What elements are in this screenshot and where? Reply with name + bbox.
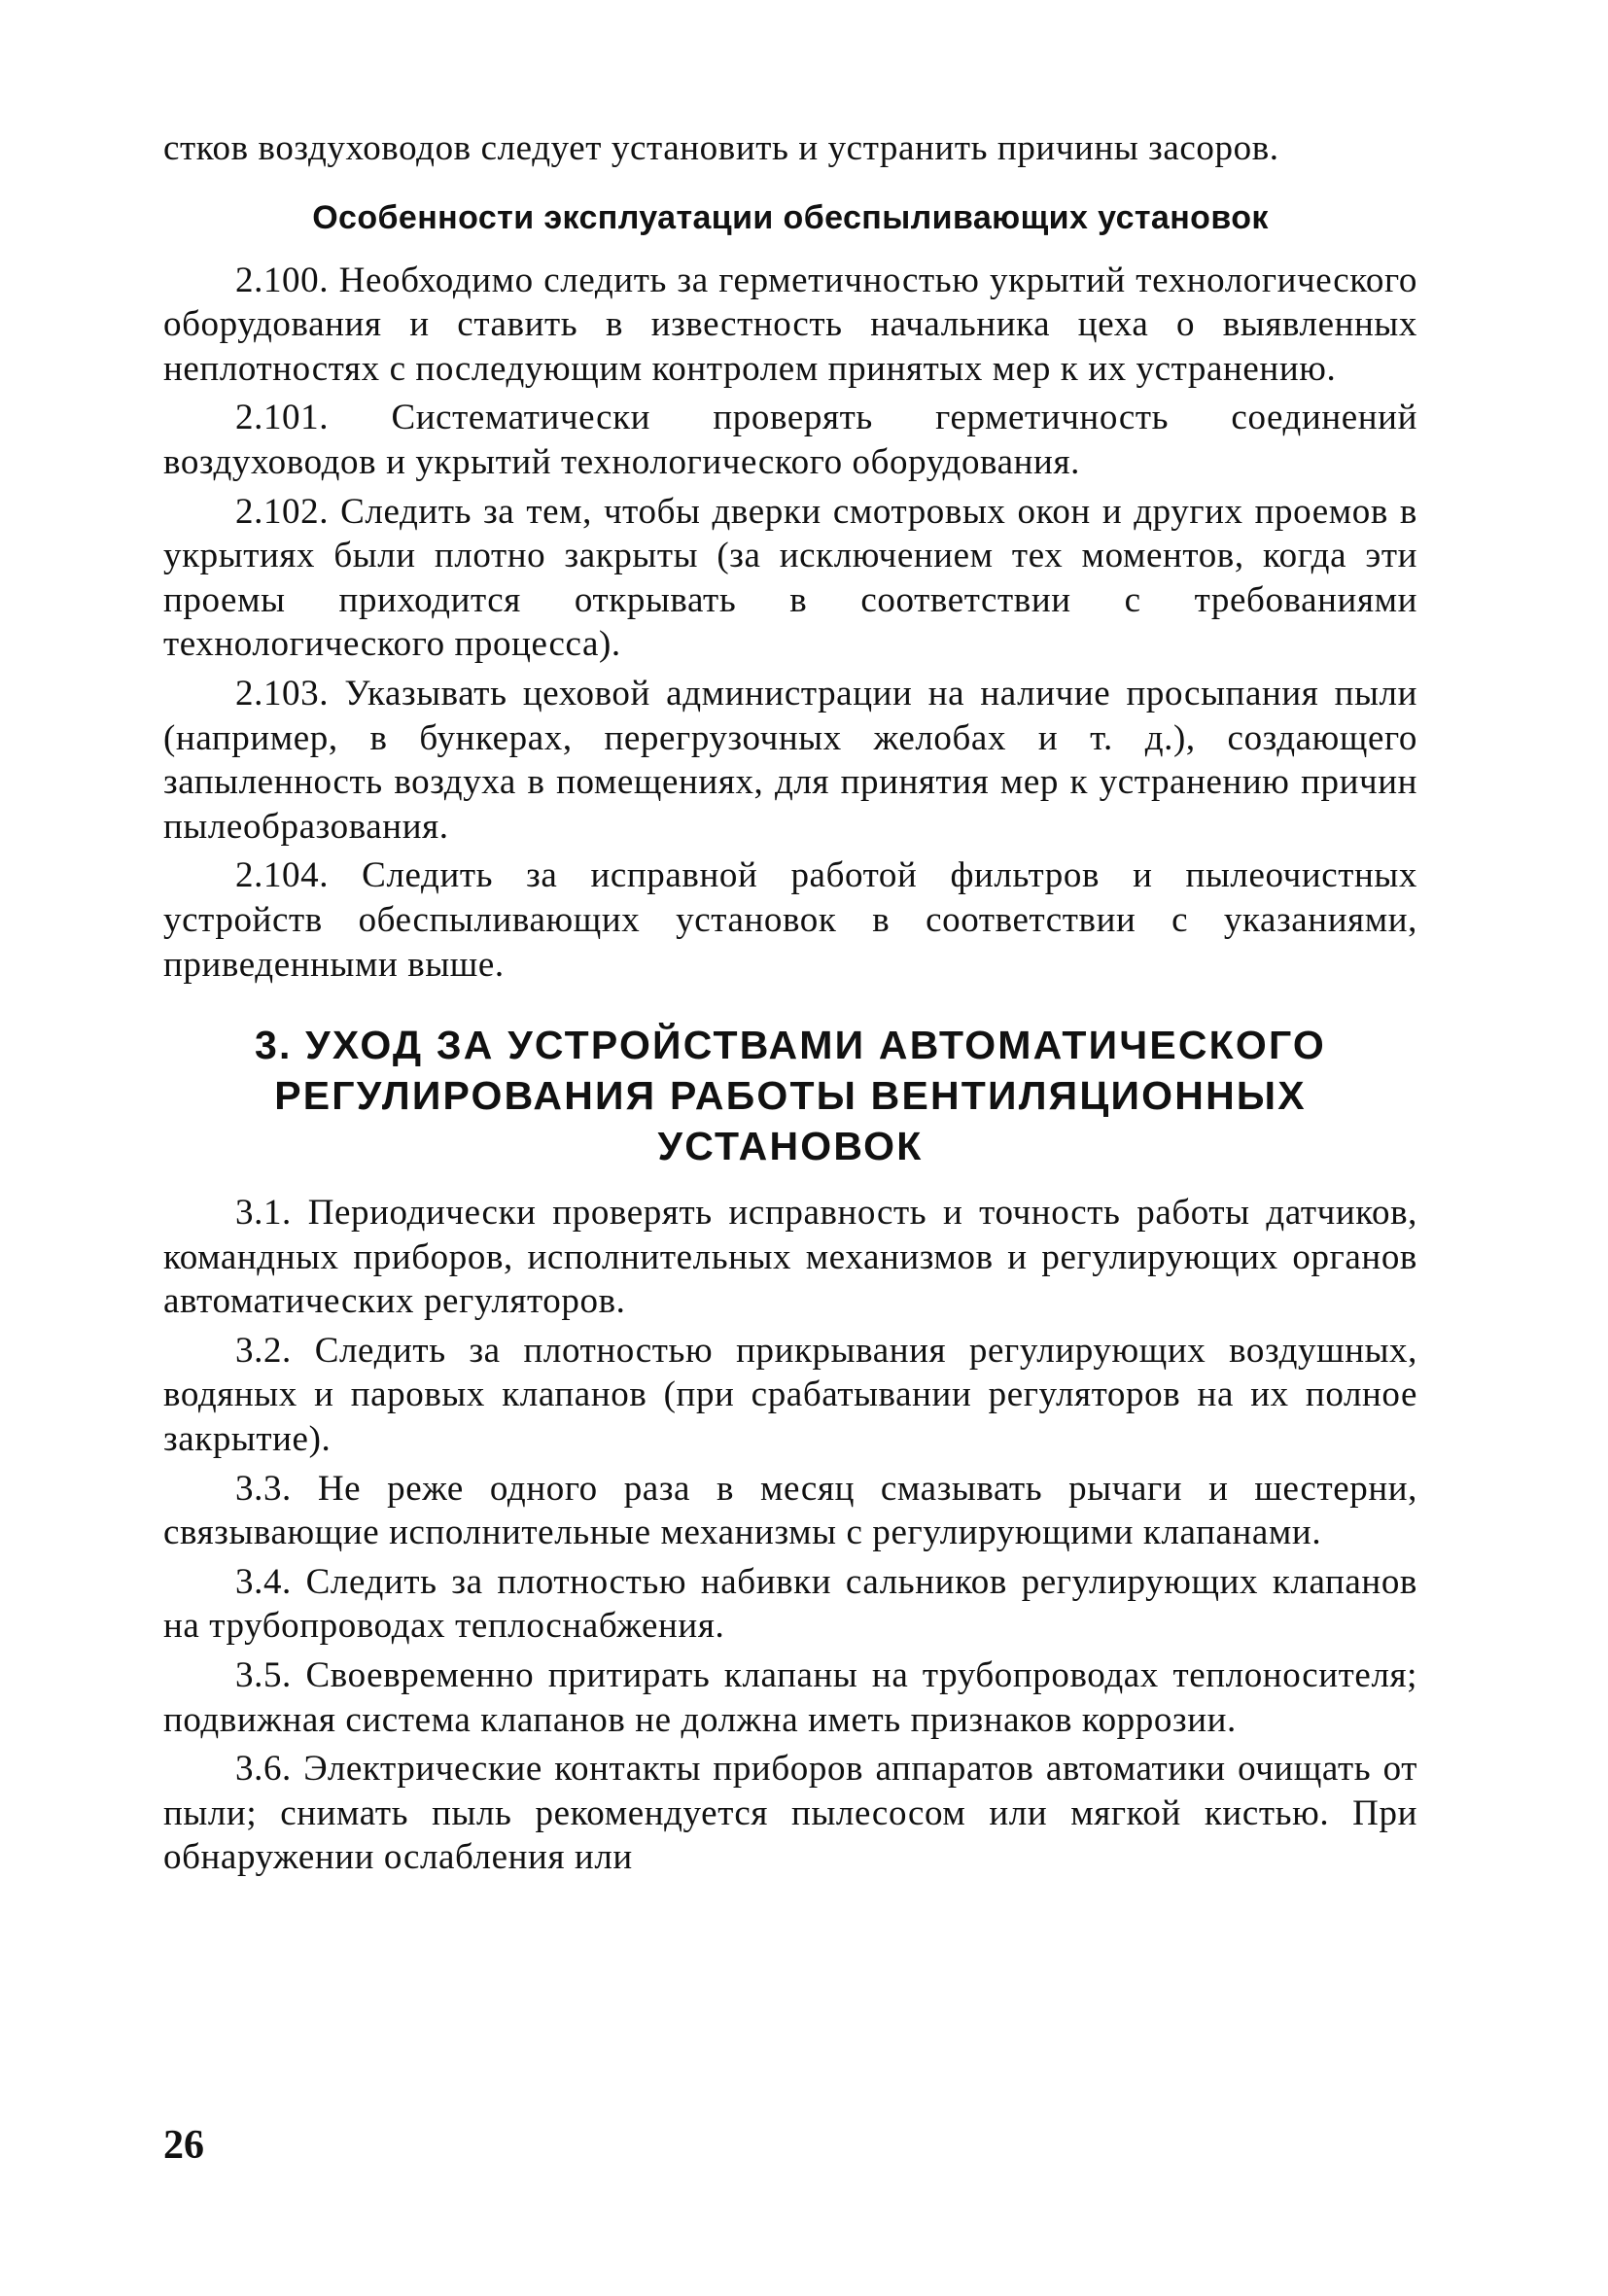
- paragraph-3-2: [163, 1329, 1417, 1462]
- subheading: Особенности эксплуатации обеспыливающих установок: [312, 198, 1269, 236]
- paragraph-number: 3.3.: [235, 1468, 292, 1509]
- section-title-line: УСТАНОВОК: [657, 1124, 924, 1169]
- section-title: [163, 1020, 1417, 1171]
- paragraph-number: 2.100.: [235, 260, 330, 300]
- paragraph-text: Следить за тем, чтобы дверки смотровых окон и других проемов в укрытиях были плотно закрыты (за исключением тех моментов, когда эти проемы приходится открывать в соответствии с требованиями технологического процесса).: [163, 491, 1417, 665]
- paragraph-number: 2.104.: [235, 855, 330, 896]
- paragraph-text: Периодически проверять исправность и точность работы датчиков, командных приборов, исполнительных механизмов и регулирующих органов автоматических регуляторов.: [163, 1193, 1417, 1322]
- paragraph-number: 2.103.: [235, 673, 330, 713]
- paragraph-text: Следить за исправной работой фильтров и пылеочистных устройств обеспыливающих установок в соответствии с указаниями, приведенными выше.: [163, 855, 1417, 985]
- paragraph-number: 3.4.: [235, 1561, 292, 1602]
- section-title-line: РЕГУЛИРОВАНИЯ РАБОТЫ ВЕНТИЛЯЦИОННЫХ: [274, 1073, 1307, 1119]
- paragraph-text: Указывать цеховой администрации на наличие просыпания пыли (например, в бункерах, перегрузочных желобах и т. д.), создающего запыленность воздуха в помещениях, для принятия мер к устранению причин пылеобразования.: [163, 673, 1417, 847]
- paragraph-text: Следить за плотностью прикрывания регулирующих воздушных, водяных и паровых клапанов (при срабатывании регуляторов на их полное закрытие).: [163, 1330, 1418, 1460]
- paragraph-3-6: [163, 1747, 1417, 1880]
- paragraph-3-5: [163, 1653, 1417, 1742]
- paragraph-text: Систематически проверять герметичность соединений воздуховодов и укрытий технологического оборудования.: [163, 398, 1417, 482]
- paragraph-text: Не реже одного раза в месяц смазывать рычаги и шестерни, связывающие исполнительные механизмы с регулирующими клапанами.: [163, 1468, 1418, 1553]
- paragraph-2-100: [163, 259, 1417, 392]
- paragraph-text: Необходимо следить за герметичностью укрытий технологического оборудования и ставить в известность начальника цеха о выявленных неплотностях с последующим контролем принятых мер к их устранению.: [163, 260, 1417, 389]
- paragraph-3-1: [163, 1191, 1417, 1324]
- paragraph-number: 3.2.: [235, 1330, 292, 1371]
- paragraph-2-104: [163, 853, 1417, 987]
- page: [163, 126, 1417, 2216]
- paragraph-2-102: [163, 490, 1417, 667]
- paragraph-2-101: [163, 396, 1417, 484]
- paragraph-3-4: [163, 1560, 1417, 1649]
- paragraph-text: Своевременно притирать клапаны на трубопроводах теплоносителя; подвижная система клапанов не должна иметь признаков коррозии.: [163, 1655, 1418, 1740]
- paragraph-number: 2.102.: [235, 491, 330, 532]
- paragraph-3-3: [163, 1467, 1417, 1555]
- paragraph-number: 3.6.: [235, 1749, 292, 1790]
- section-title-line: 3. УХОД ЗА УСТРОЙСТВАМИ АВТОМАТИЧЕСКОГО: [254, 1023, 1326, 1068]
- paragraph-text: Электрические контакты приборов аппаратов автоматики очищать от пыли; снимать пыль рекомендуется пылесосом или мягкой кистью. При обнаружении ослабления или: [163, 1749, 1417, 1878]
- page-number: 26: [163, 2123, 204, 2168]
- paragraph-text: Следить за плотностью набивки сальников регулирующих клапанов на трубопроводах теплоснабжения.: [163, 1561, 1417, 1647]
- continuation-paragraph: стков воздуховодов следует установить и устранить причины засоров.: [163, 128, 1279, 168]
- paragraph-2-103: [163, 672, 1417, 849]
- paragraph-number: 3.5.: [235, 1655, 292, 1696]
- paragraph-number: 2.101.: [235, 398, 330, 438]
- paragraph-number: 3.1.: [235, 1193, 292, 1234]
